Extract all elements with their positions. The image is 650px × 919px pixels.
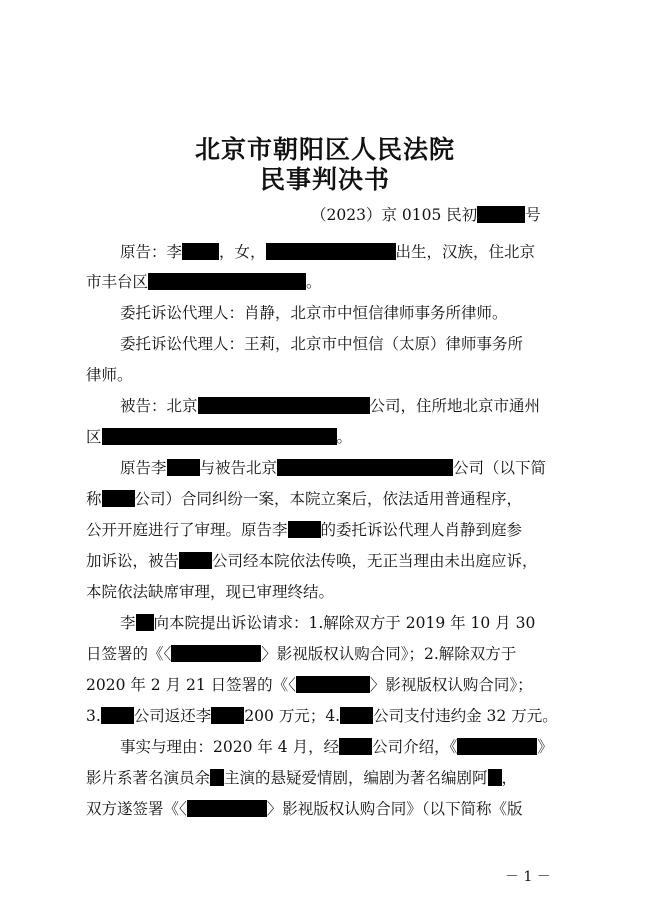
text-segment: 200 万元；4.: [244, 707, 341, 725]
text-segment: 事实与理由：2020 年 4 月，经: [120, 738, 340, 756]
text-segment: 〉影视版权认购合同》；2.解除双方于: [261, 645, 517, 663]
text-segment: 委托诉讼代理人：肖静，北京市中恒信律师事务所律师。: [120, 304, 508, 322]
text-segment: 影片系著名演员余: [86, 769, 211, 787]
document-line: [86, 489, 522, 509]
text-segment: 委托诉讼代理人：王莉，北京市中恒信（太原）律师事务所: [120, 335, 524, 353]
text-segment: 出生，汉族，住北京: [395, 243, 536, 261]
text-segment: 李: [120, 614, 136, 632]
text-segment: 本院依法缺席审理，现已审理终结。: [86, 583, 335, 601]
document-line: [120, 303, 508, 323]
document-line: [86, 520, 522, 540]
text-segment: 2020 年 2 月 21 日签署的《〈: [86, 676, 296, 694]
redaction-box: [211, 707, 244, 724]
document-line: [120, 242, 535, 262]
redaction-box: [340, 707, 373, 724]
text-segment: 双方遂签署《〈: [86, 800, 187, 818]
redaction-box: [266, 243, 396, 260]
document-line: [86, 675, 533, 695]
text-segment: 公司经本院依法传唤，无正当理由未出庭应诉，: [212, 552, 538, 570]
text-segment: 。: [306, 273, 322, 291]
redaction-box: [339, 738, 372, 755]
redaction-box: [179, 552, 212, 569]
redaction-box: [148, 273, 306, 290]
text-segment: 。: [336, 428, 353, 446]
redaction-box: [102, 428, 337, 445]
redaction-box: [477, 206, 525, 223]
redaction-box: [296, 676, 370, 693]
redaction-box: [198, 397, 370, 414]
text-segment: 公司支付违约金 32 万元。: [373, 707, 558, 725]
document-line: [86, 706, 558, 726]
court-title: 北京市朝阳区人民法院: [194, 135, 455, 164]
text-segment: 》: [537, 738, 553, 756]
document-line: [86, 799, 523, 819]
text-segment: 日签署的《〈: [86, 645, 172, 663]
redaction-box: [136, 614, 154, 631]
redaction-box: [488, 769, 502, 786]
text-segment: ，: [501, 769, 518, 787]
text-segment: 加诉讼，被告: [86, 552, 180, 570]
document-line: [86, 644, 516, 664]
document-line: [120, 613, 535, 633]
redaction-box: [167, 459, 200, 476]
text-segment: 向本院提出诉讼请求：1.解除双方于 2019 年 10 月 30: [153, 614, 536, 632]
text-segment: 公开开庭进行了审理。原告李: [86, 521, 288, 539]
text-segment: 主演的悬疑爱情剧，编剧为著名编剧阿: [224, 769, 488, 787]
redaction-box: [277, 459, 453, 476]
redaction-box: [288, 521, 321, 538]
redaction-box: [210, 769, 224, 786]
text-segment: 3.: [86, 707, 101, 725]
text-segment: 〉影视版权认购合同》（以下简称《版: [266, 800, 523, 818]
text-segment: 公司介绍，《: [372, 738, 458, 756]
case-number-prefix: （2023）京 0105 民初: [311, 206, 478, 224]
text-segment: 区: [86, 428, 102, 446]
text-segment: 称: [86, 490, 102, 508]
page-number: － 1 －: [505, 869, 551, 885]
text-segment: 公司（以下简: [453, 459, 547, 477]
document-line: [120, 396, 540, 416]
redaction-box: [171, 645, 261, 662]
text-segment: 公司，住所地北京市通州: [369, 397, 541, 415]
document-line: [86, 272, 322, 292]
text-segment: 公司返还李: [133, 707, 212, 725]
document-line: [86, 427, 352, 447]
document-line: [86, 365, 133, 385]
case-number-suffix: 号: [525, 206, 541, 224]
document-line: [120, 334, 523, 354]
document-line: [120, 458, 546, 478]
redaction-box: [182, 243, 219, 260]
text-segment: 律师。: [86, 366, 133, 384]
document-line: [120, 737, 553, 757]
redaction-box: [187, 800, 267, 817]
document-line: [86, 551, 538, 571]
case-number: [311, 205, 541, 225]
text-segment: 被告：北京: [120, 397, 198, 415]
redaction-box: [102, 490, 135, 507]
text-segment: 的委托诉讼代理人肖静到庭参: [320, 521, 523, 539]
document-line: [86, 582, 334, 602]
document-line: [86, 768, 517, 788]
text-segment: 原告：李: [120, 243, 183, 261]
text-segment: 原告李: [120, 459, 167, 477]
text-segment: 与被告北京: [199, 459, 278, 477]
text-segment: 市丰台区: [86, 273, 149, 291]
redaction-box: [457, 738, 537, 755]
document-type-title: 民事判决书: [259, 165, 390, 194]
redaction-box: [101, 707, 134, 724]
text-segment: ，女，: [219, 243, 266, 261]
text-segment: 〉影视版权认购合同》；: [369, 676, 533, 694]
text-segment: 公司）合同纠纷一案，本院立案后，依法适用普通程序，: [134, 490, 523, 508]
